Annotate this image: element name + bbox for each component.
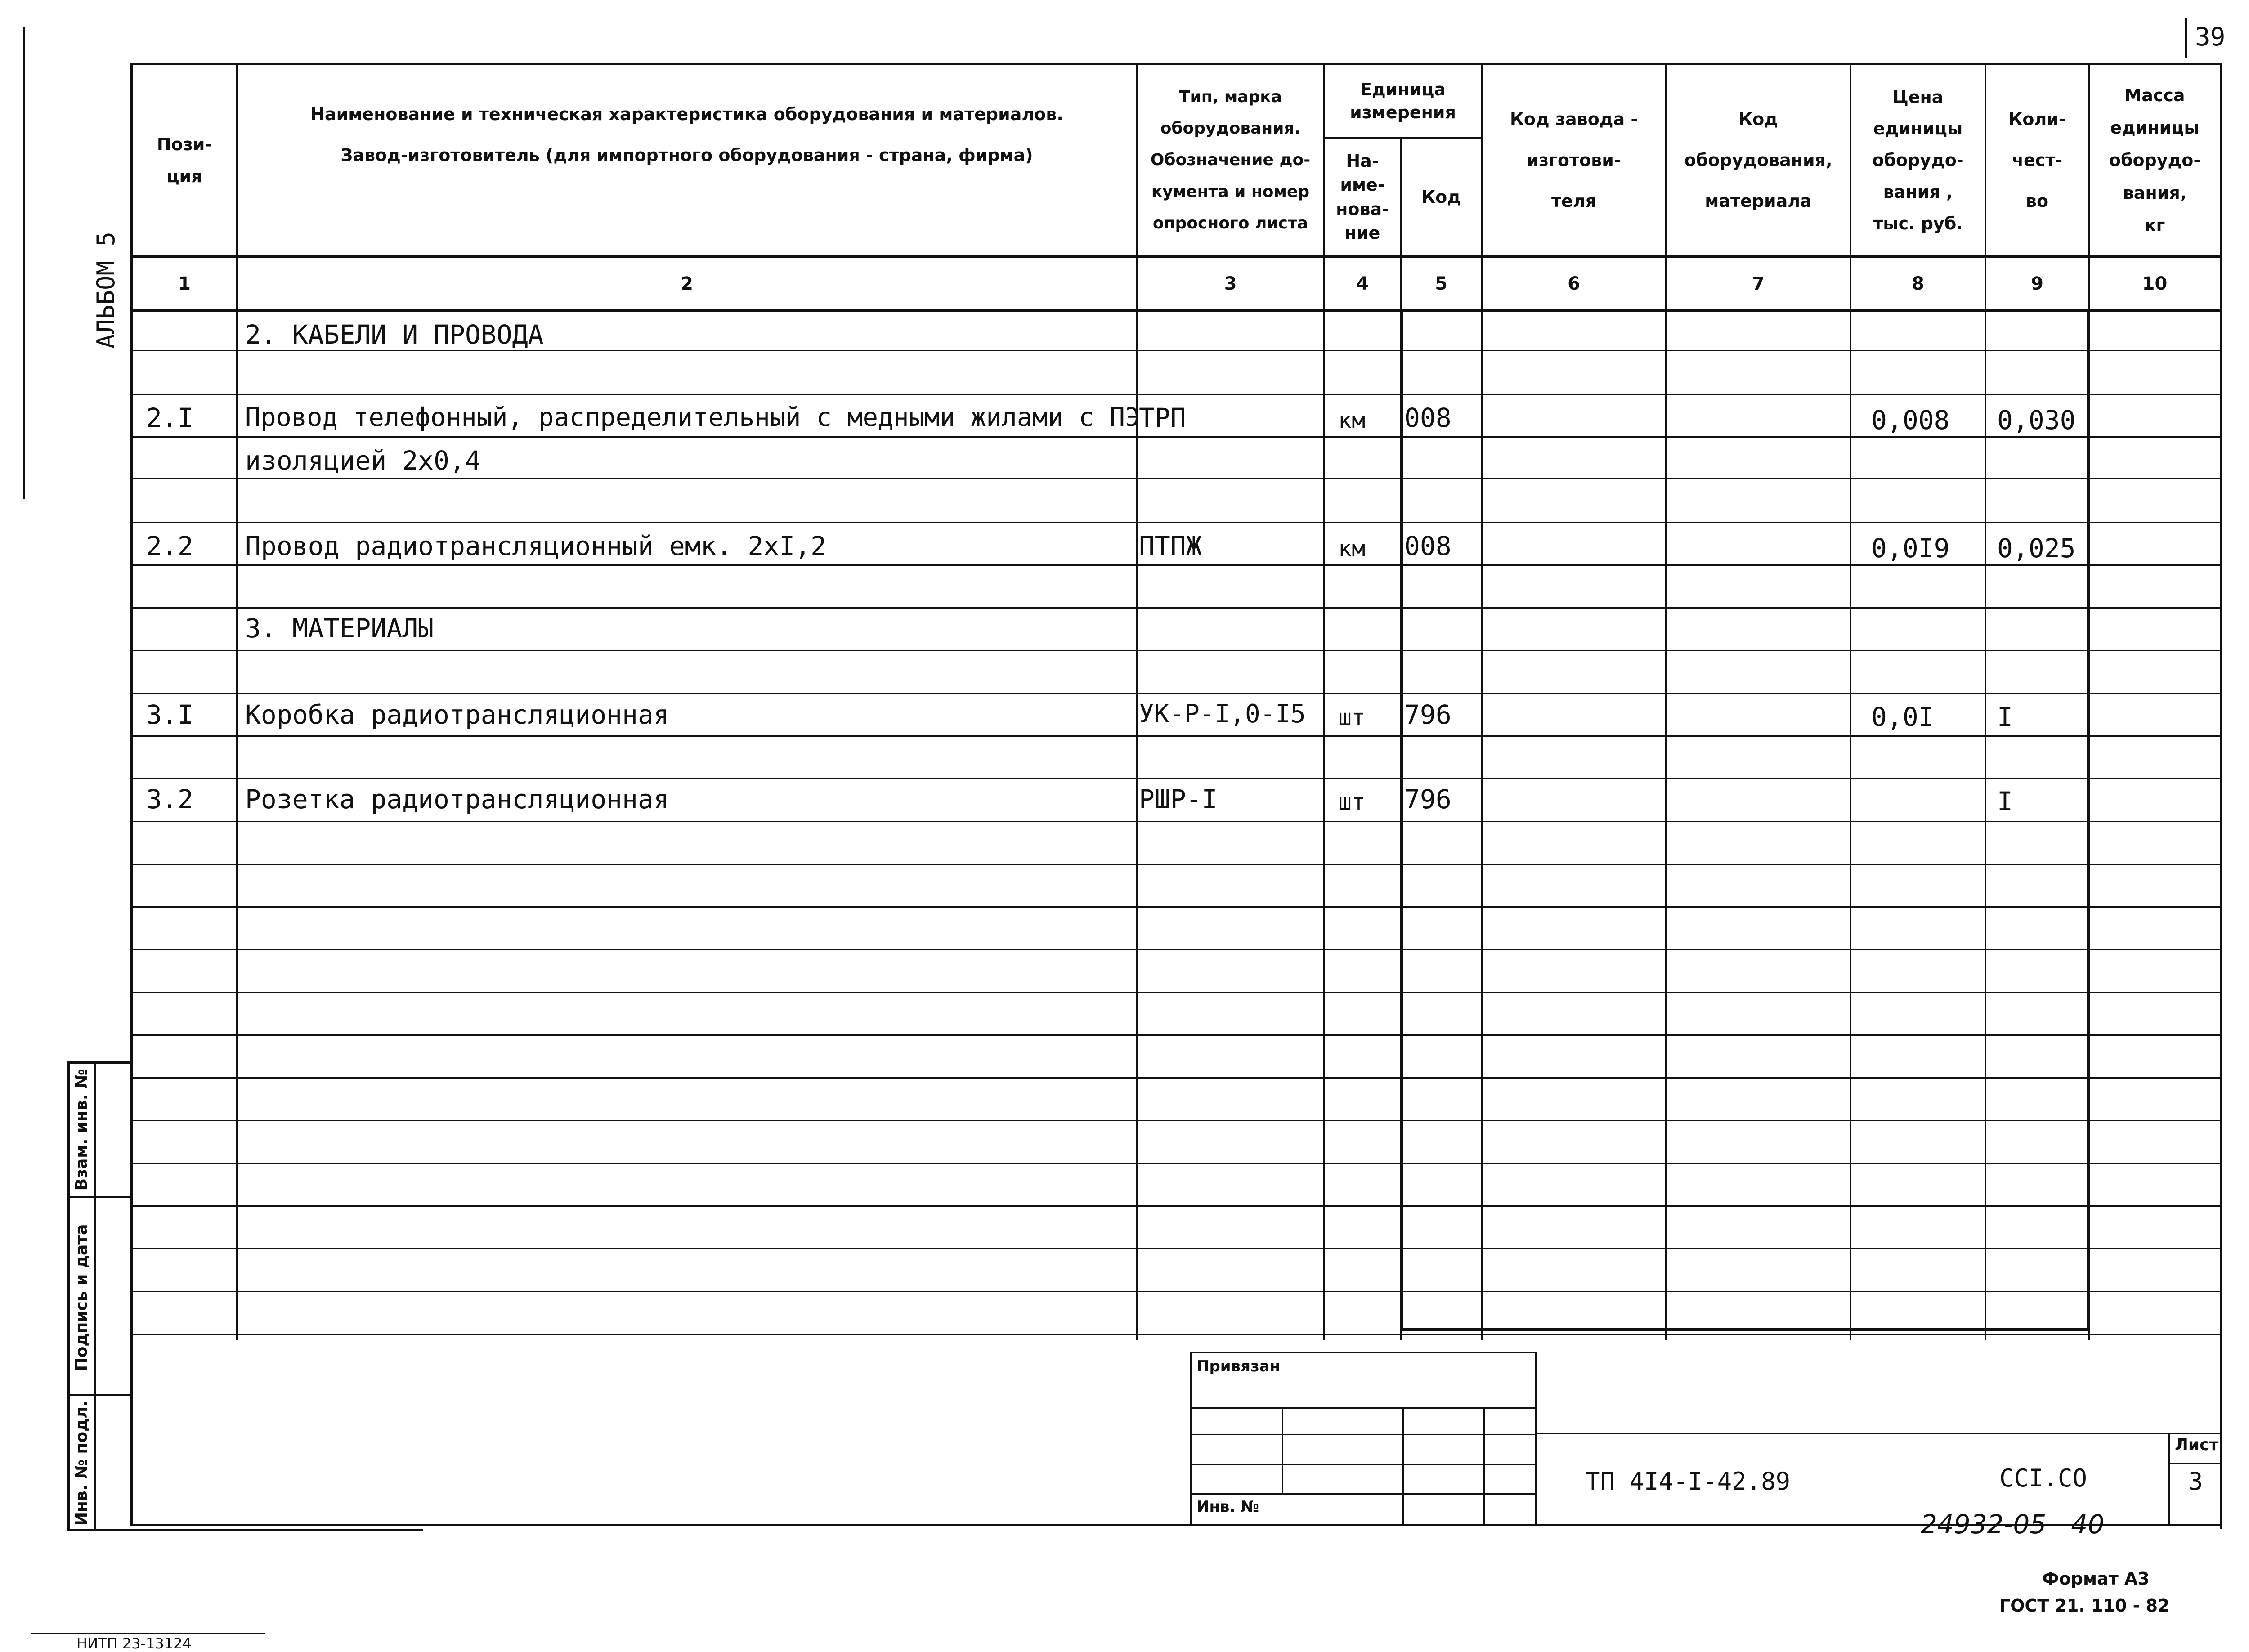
header-equipment-code: Код оборудования, материала <box>1684 109 1832 211</box>
sheet-label: Лист <box>2175 1436 2219 1454</box>
row-price: 0,0I <box>1871 702 1934 732</box>
row-name: Розетка радиотрансляционная <box>245 784 669 815</box>
header-unit-code: Код <box>1421 187 1461 207</box>
row-type: ТРП <box>1139 403 1186 433</box>
section-title: 2. КАБЕЛИ И ПРОВОДА <box>245 319 544 350</box>
inv-number-label: Инв. № <box>1196 1498 1259 1516</box>
header-unit-price: Цена единицы оборудо- вания , тыс. руб. <box>1872 87 1964 233</box>
bottom-left-rule <box>31 1633 265 1634</box>
row-quantity: 0,030 <box>1997 405 2076 435</box>
privyazan-label: Привязан <box>1196 1357 1281 1375</box>
sheet-code: ССI.СО <box>1999 1464 2088 1492</box>
format-label: Формат А3 <box>2042 1569 2150 1589</box>
header-name: Наименование и техническая характеристика оборудования и материалов. Завод-изготовитель (для импортного оборудования - страна, фирма) <box>310 104 1063 165</box>
header-mass: Масса единицы оборудо- вания, кг <box>2109 85 2201 235</box>
column-number: 9 <box>2031 273 2043 294</box>
section-title: 3. МАТЕРИАЛЫ <box>245 613 434 644</box>
row-position: 2.I <box>146 403 193 433</box>
column-number: 1 <box>178 273 191 294</box>
header-position: Пози- ция <box>157 134 212 186</box>
header-unit-group: Единица измерения <box>1350 79 1456 122</box>
row-price: 0,0I9 <box>1871 533 1950 564</box>
vzam-inv-label: Взам. инв. № <box>72 1069 91 1191</box>
row-quantity: I <box>1997 786 2013 817</box>
row-quantity: I <box>1997 702 2013 732</box>
album-label: АЛЬБОМ 5 <box>91 231 120 349</box>
row-name: Провод телефонный, распределительный с медными жилами с ПЭ <box>245 403 1141 432</box>
row-unit-code: 008 <box>1404 531 1452 561</box>
signature-date-label: Подпись и дата <box>72 1224 91 1371</box>
column-number: 7 <box>1752 273 1765 294</box>
row-position: 3.2 <box>146 784 193 815</box>
row-type: УК-Р-I,0-I5 <box>1139 699 1306 729</box>
row-position: 3.I <box>146 699 193 730</box>
document-code: ТП 4I4-I-42.89 <box>1586 1467 1791 1495</box>
page-number-divider <box>2185 18 2187 58</box>
row-unit: шт <box>1338 789 1366 815</box>
binding-line <box>23 27 25 499</box>
row-name-continuation: изоляцией 2х0,4 <box>245 445 481 476</box>
column-number: 4 <box>1356 273 1369 294</box>
gost-label: ГОСТ 21. 110 - 82 <box>1999 1596 2170 1616</box>
row-quantity: 0,025 <box>1997 533 2076 564</box>
bottom-left-code: НИТП 23-13124 <box>76 1635 192 1652</box>
column-number: 2 <box>681 273 693 294</box>
column-number: 3 <box>1224 273 1237 294</box>
sheet-number: 3 <box>2188 1467 2203 1495</box>
row-type: ПТПЖ <box>1139 531 1202 561</box>
page-number: 39 <box>2195 22 2226 52</box>
row-price: 0,008 <box>1871 405 1950 435</box>
header-unit-name: На- име- нова- ние <box>1336 151 1389 243</box>
inv-podl-label: Инв. № подл. <box>72 1400 91 1526</box>
row-position: 2.2 <box>146 531 193 561</box>
row-name: Провод радиотрансляционный емк. 2хI,2 <box>245 531 827 561</box>
row-unit-code: 796 <box>1404 699 1452 730</box>
row-name: Коробка радиотрансляционная <box>245 699 669 730</box>
row-unit-code: 008 <box>1404 403 1452 433</box>
column-number: 10 <box>2142 273 2168 294</box>
row-type: РШР-I <box>1139 784 1218 815</box>
column-number: 8 <box>1912 273 1924 294</box>
header-quantity: Коли- чест- во <box>2008 109 2066 211</box>
row-unit: км <box>1338 536 1366 562</box>
column-number: 6 <box>1568 273 1580 294</box>
handwritten-note: 24932-05 40 <box>1921 1509 2105 1540</box>
column-number: 5 <box>1435 273 1447 294</box>
header-factory-code: Код завода - изготови- теля <box>1510 109 1638 211</box>
row-unit: км <box>1338 407 1366 434</box>
header-type: Тип, марка оборудования. Обозначение до- кумента и номер опросного листа <box>1150 88 1311 233</box>
row-unit-code: 796 <box>1404 784 1452 815</box>
row-unit: шт <box>1338 704 1366 730</box>
